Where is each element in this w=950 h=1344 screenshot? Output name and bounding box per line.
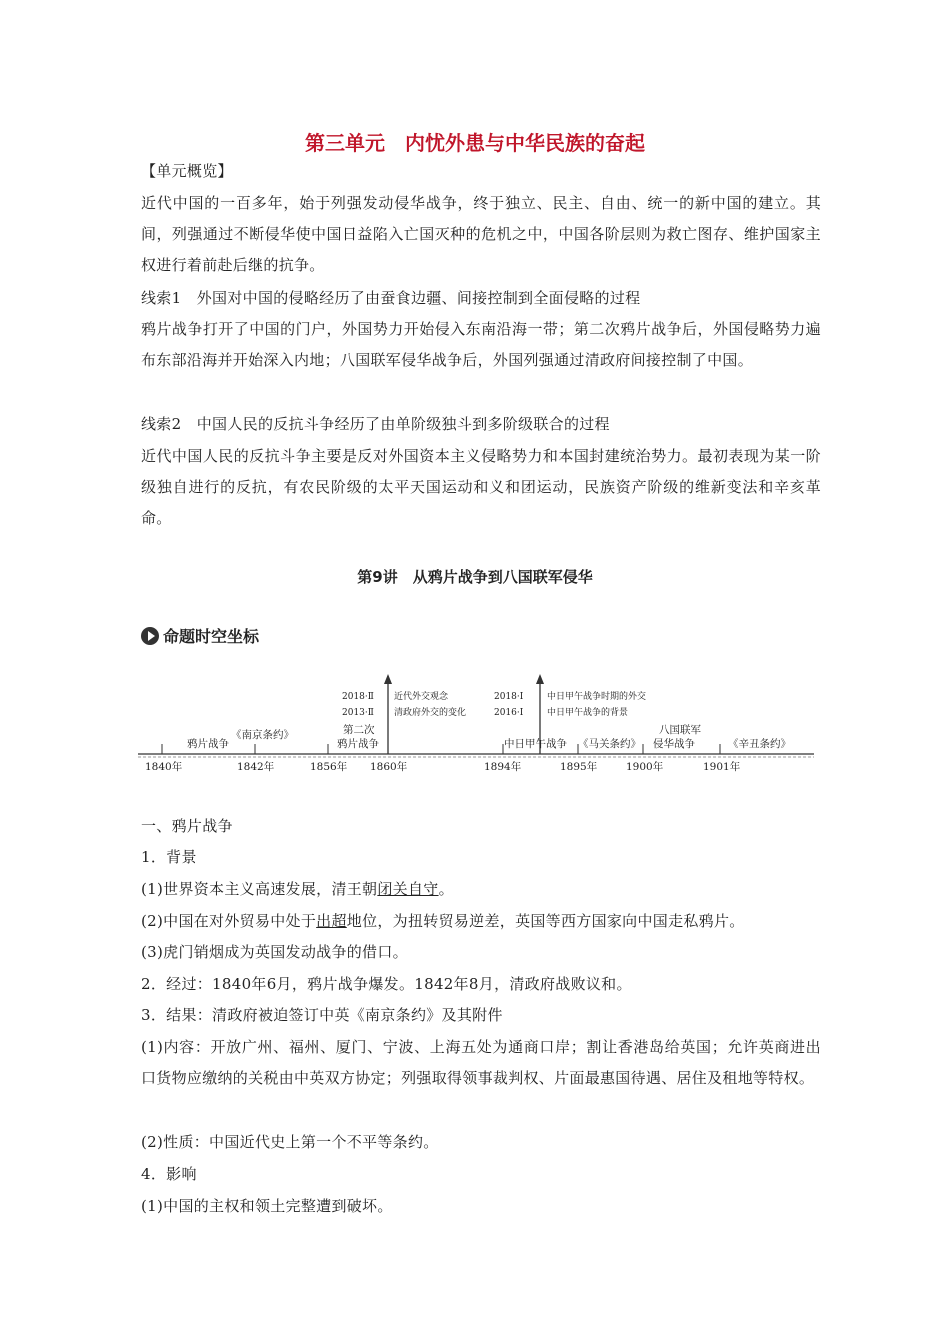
year-1840: 1840年 (145, 761, 183, 773)
arrow-1860 (384, 674, 392, 684)
overview-label: 【单元概览】 (141, 162, 233, 180)
item1-title: 1．背景 (141, 848, 197, 866)
section1-title: 一、鸦片战争 (141, 817, 233, 835)
timeline-heading-text: 命题时空坐标 (163, 627, 260, 646)
event-second-opium-1: 第二次 (343, 724, 375, 736)
exam-right-ref-2: 2016·Ⅰ (494, 708, 524, 718)
event-opium-war: 鸦片战争 (187, 738, 229, 750)
event-eight-nation-2: 侵华战争 (653, 738, 695, 750)
background-2-pre: (2)中国在对外贸易中处于 (141, 912, 317, 930)
treaty-nature: (2)性质：中国近代史上第一个不平等条约。 (141, 1133, 439, 1151)
background-1 (141, 874, 821, 905)
event-shimonoseki-treaty: 《马关条约》 (578, 738, 641, 750)
year-1894: 1894年 (484, 761, 522, 773)
exam-left-topic-2: 清政府外交的变化 (394, 708, 467, 718)
background-2 (141, 906, 821, 937)
page-title: 第三单元 内忧外患与中华民族的奋起 (305, 131, 645, 155)
timeline-diagram (138, 672, 814, 782)
exam-left-topic-1: 近代外交观念 (394, 692, 449, 702)
event-second-opium-2: 鸦片战争 (337, 738, 379, 750)
clue1-title: 线索1 外国对中国的侵略经历了由蚕食边疆、间接控制到全面侵略的过程 (141, 289, 641, 307)
impact-1: (1)中国的主权和领土完整遭到破坏。 (141, 1197, 393, 1215)
year-1895: 1895年 (560, 761, 598, 773)
treaty-content: (1)内容：开放广州、福州、厦门、宁波、上海五处为通商口岸；割让香港岛给英国；允许英商进出口货物应缴纳的关税由中英双方协定；列强取得领事裁判权、片面最惠国待遇、居住及租地等特权。 (141, 1038, 821, 1087)
clue2-title: 线索2 中国人民的反抗斗争经历了由单阶级独斗到多阶级联合的过程 (141, 415, 610, 433)
clue2-text: 近代中国人民的反抗斗争主要是反对外国资本主义侵略势力和本国封建统治势力。最初表现为某一阶级独自进行的反抗，有农民阶级的太平天国运动和义和团运动，民族资产阶级的维新变法和辛亥革命。 (141, 447, 821, 527)
event-nanjing-treaty: 《南京条约》 (231, 729, 294, 741)
background-1-post: 。 (438, 880, 454, 898)
item3-result: 3．结果：清政府被迫签订中英《南京条约》及其附件 (141, 1006, 503, 1024)
overview-text: 近代中国的一百多年，始于列强发动侵华战争，终于独立、民主、自由、统一的新中国的建立。其间，列强通过不断侵华使中国日益陷入亡国灭种的危机之中，中国各阶层则为救亡图存、维护国家主权进行着前赴后继的抗争。 (141, 194, 821, 274)
event-eight-nation-1: 八国联军 (659, 724, 701, 736)
year-1842: 1842年 (237, 761, 275, 773)
clue1-text: 鸦片战争打开了中国的门户，外国势力开始侵入东南沿海一带；第二次鸦片战争后，外国侵略势力遍布东部沿海并开始深入内地；八国联军侵华战争后，外国列强通过清政府间接控制了中国。 (141, 320, 821, 369)
event-boxer-protocol: 《辛丑条约》 (728, 738, 791, 750)
item2-process: 2．经过：1840年6月，鸦片战争爆发。1842年8月，清政府战败议和。 (141, 975, 632, 993)
item4-title: 4．影响 (141, 1165, 197, 1183)
exam-right-topic-2: 中日甲午战争的背景 (547, 708, 629, 718)
lesson-title: 第9讲 从鸦片战争到八国联军侵华 (357, 568, 593, 586)
play-circle-icon (141, 627, 159, 645)
background-1-pre: (1)世界资本主义高速发展，清王朝 (141, 880, 378, 898)
year-1900: 1900年 (626, 761, 664, 773)
background-2-post: 地位，为扭转贸易逆差，英国等西方国家向中国走私鸦片。 (346, 912, 745, 930)
event-sino-japanese-war: 中日甲午战争 (504, 738, 567, 750)
year-1856: 1856年 (310, 761, 348, 773)
timeline-heading (141, 624, 259, 647)
exam-left-ref-1: 2018·Ⅱ (342, 692, 374, 702)
exam-right-topic-1: 中日甲午战争时期的外交 (547, 692, 647, 702)
background-3: (3)虎门销烟成为英国发动战争的借口。 (141, 943, 408, 961)
year-1860: 1860年 (370, 761, 408, 773)
background-1-underlined: 闭关自守 (377, 880, 439, 898)
background-2-underlined: 出超 (316, 912, 347, 930)
arrow-1894 (536, 674, 544, 684)
exam-right-ref-1: 2018·Ⅰ (494, 692, 524, 702)
year-1901: 1901年 (703, 761, 741, 773)
exam-left-ref-2: 2013·Ⅱ (342, 708, 374, 718)
